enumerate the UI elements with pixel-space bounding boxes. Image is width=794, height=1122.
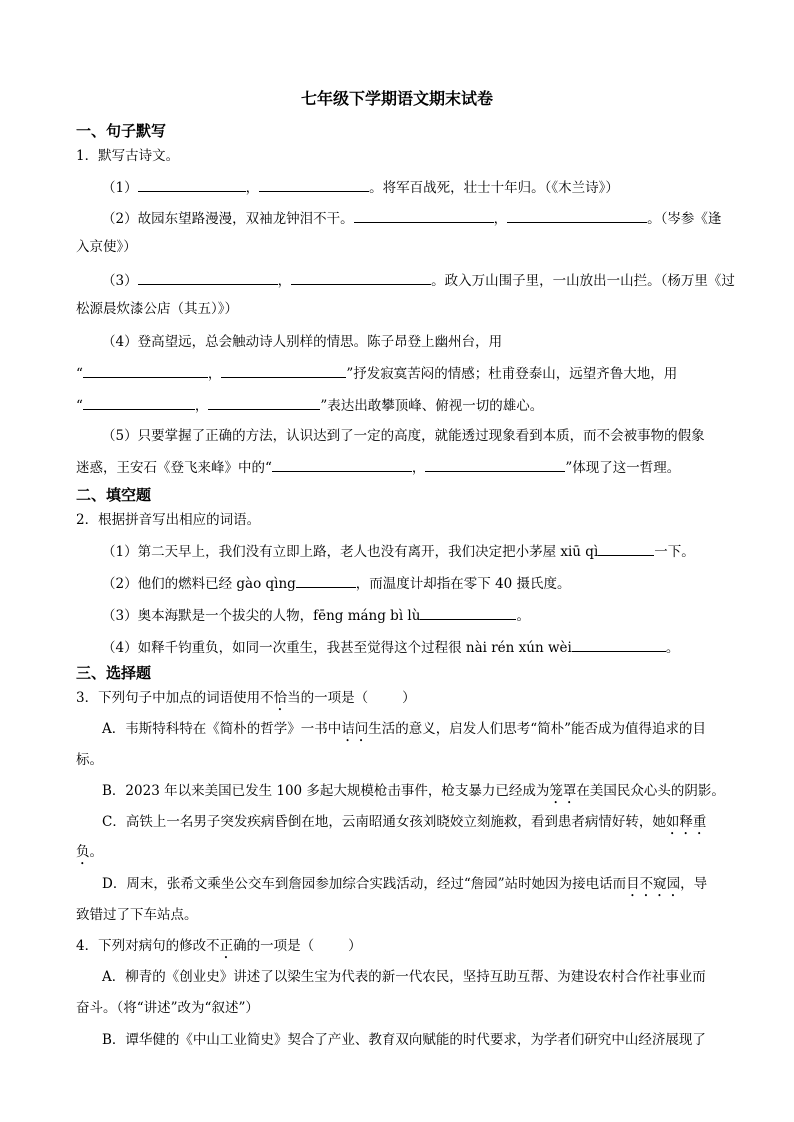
question-1-item-4: （4）登高望远，总会触动诗人别样的情思。陈子昂登上幽州台，用	[102, 334, 503, 350]
question-2-item-4: （4）如释千钧重负，如同一次重生，我甚至觉得这个过程很 nài rén xún wèi 。	[102, 637, 679, 658]
answer-blank[interactable]	[296, 573, 356, 588]
question-2-stem: 2．根据拼音写出相应的词语。	[76, 512, 261, 528]
question-1-item-4-line-3: “ ， ”表达出敢攀顶峰、俯视一切的雄心。	[76, 395, 543, 416]
question-1-stem: 1．默写古诗文。	[76, 148, 180, 164]
question-1-item-1: （1） ， 。将军百战死，壮士十年归。（《木兰诗》）	[102, 177, 619, 198]
answer-blank[interactable]	[425, 457, 565, 472]
question-1-item-2: （2）故园东望路漫漫，双袖龙钟泪不干。 ， 。（岑参《逢	[102, 208, 721, 229]
question-1-item-2-cont: 入京使》）	[76, 239, 137, 255]
answer-blank[interactable]	[138, 177, 246, 192]
answer-blank[interactable]	[507, 208, 647, 223]
question-2-item-2: （2）他们的燃料已经 gào qìng ，而温度计却指在零下 40 摄氏度。	[102, 573, 571, 594]
question-3-option-b[interactable]: B．2023 年以来美国已发生 100 多起大规模枪击事件，枪支暴力已经成为笼罩在美国民众心头的阴影。	[102, 783, 725, 799]
answer-blank[interactable]	[572, 637, 666, 652]
page-title: 七年级下学期语文期末试卷	[300, 89, 493, 108]
question-4-option-a[interactable]: A．柳青的《创业史》讲述了以梁生宝为代表的新一代农民，坚持互助互帮、为建设农村合作社事业而	[102, 969, 706, 985]
section-heading-multiple-choice: 三、选择题	[76, 664, 152, 682]
answer-blank[interactable]	[208, 395, 320, 410]
question-3-option-c[interactable]: C．高铁上一名男子突发疾病昏倒在地，云南昭通女孩刘晓姣立刻施救，看到患者病情好转，她如释重	[102, 814, 707, 830]
section-heading-fill-in: 二、填空题	[76, 486, 152, 504]
answer-blank[interactable]	[420, 605, 516, 620]
answer-blank[interactable]	[291, 270, 431, 285]
question-1-item-3: （3） ， 。政入万山围子里，一山放出一山拦。（杨万里《过	[102, 270, 735, 291]
answer-blank[interactable]	[83, 395, 195, 410]
question-1-item-5-line-2: 迷惑，王安石《登飞来峰》中的“ ， ”体现了这一哲理。	[76, 457, 680, 478]
question-3-option-a[interactable]: A．韦斯特科特在《简朴的哲学》一书中诘问生活的意义，启发人们思考“简朴”能否成为值得追求的目	[102, 721, 707, 737]
answer-blank[interactable]	[354, 208, 494, 223]
question-3-option-a-cont: 标。	[76, 752, 103, 768]
answer-blank[interactable]	[221, 363, 346, 378]
question-4-option-a-cont: 奋斗。（将“讲述”改为“叙述”）	[76, 1000, 259, 1016]
question-4-option-b[interactable]: B．谭华健的《中山工业简史》契合了产业、教育双向赋能的时代要求，为学者们研究中山经济展现了	[102, 1032, 706, 1048]
answer-blank[interactable]	[83, 363, 208, 378]
question-4-stem: 4．下列对病句的修改不正确的一项是（ ）	[76, 938, 362, 954]
answer-blank[interactable]	[259, 177, 369, 192]
answer-blank[interactable]	[138, 270, 278, 285]
question-1-item-5: （5）只要掌握了正确的方法，认识达到了一定的高度，就能透过现象看到本质，而不会被事物的假象	[102, 428, 705, 444]
question-3-option-d[interactable]: D．周末，张希文乘坐公交车到詹园参加综合实践活动，经过“詹园”站时她因为接电话而目不窥园，导	[102, 876, 708, 892]
answer-blank[interactable]	[272, 457, 412, 472]
question-1-item-4-line-2: “ ， ”抒发寂寞苦闷的情感；杜甫登泰山，远望齐鲁大地，用	[76, 363, 677, 384]
question-3-stem: 3．下列句子中加点的词语使用不恰当的一项是（ ）	[76, 690, 416, 706]
question-3-option-d-cont: 致错过了下车站点。	[76, 907, 198, 923]
question-2-item-1: （1）第二天早上，我们没有立即上路，老人也没有离开，我们决定把小茅屋 xiū qì 一下。	[102, 541, 695, 562]
section-heading-dictation: 一、句子默写	[76, 122, 167, 140]
answer-blank[interactable]	[598, 541, 654, 556]
question-3-option-c-cont: 负。	[76, 844, 103, 860]
question-1-item-3-cont: 松源晨炊漆公店（其五）》）	[76, 301, 238, 317]
question-2-item-3: （3）奥本海默是一个拔尖的人物，fēng máng bì lù 。	[102, 605, 530, 626]
